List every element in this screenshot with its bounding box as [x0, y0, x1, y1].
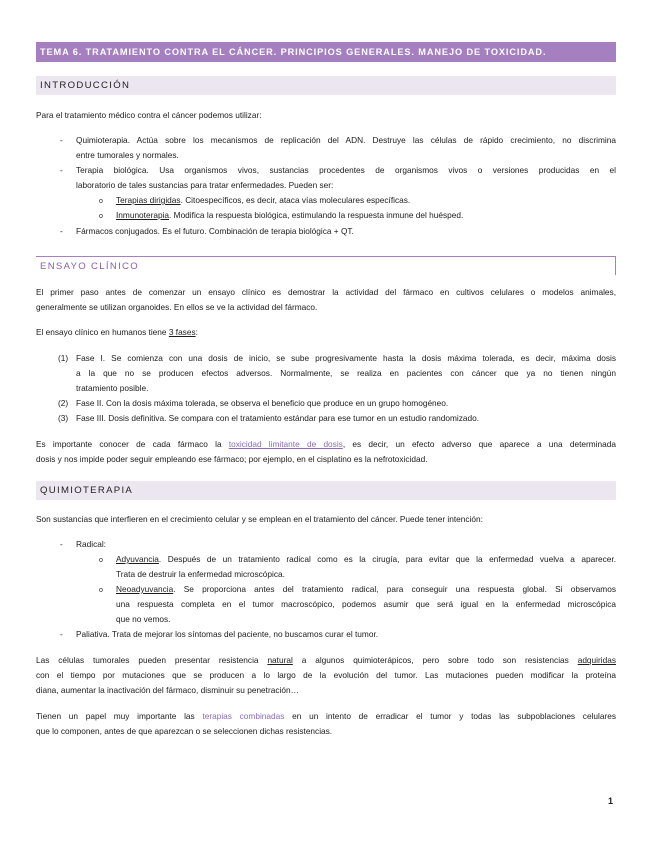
list-number: (3) [58, 413, 69, 423]
bullet-circle: o [99, 198, 103, 205]
toxicidad-line2: dosis y nos impide poder seguir empleando ese fármaco; por ejemplo, en el cisplatino es la nefrotoxicidad. [36, 454, 428, 464]
section-heading-introduccion: INTRODUCCIÓN [36, 76, 616, 95]
term-3-fases: 3 fases [168, 327, 196, 337]
bullet-dash: - [60, 629, 63, 639]
fases-post: : [195, 327, 198, 337]
section-heading-quimioterapia: QUIMIOTERAPIA [36, 481, 616, 500]
term-neoadyuvancia: Neoadyuvancia [116, 584, 174, 594]
bullet-circle: o [99, 557, 103, 564]
resistencia-line2: con el tiempo por mutaciones que se producen a lo largo de la evolución del tumor. Las mutaciones pueden modificar la proteína [36, 670, 616, 680]
page-number: 1 [608, 796, 614, 806]
ensayo-fases-intro [36, 325, 616, 341]
comb-pre: Tienen un papel muy importante las [36, 711, 203, 721]
intro-inmuno-text: . Modifica la respuesta biológica, estimulando la respuesta inmune del huésped. [169, 210, 464, 220]
term-terapias-dirigidas: Terapias dirigidas [116, 195, 181, 205]
neoadyuvancia-line3: que no vemos. [116, 614, 171, 624]
adyu-text: . Después de un tratamiento radical como es la cirugía, para evitar que la enfermedad vuelva a aparecer. [158, 554, 616, 564]
fase2: Fase II. Con la dosis máxima tolerada, se observa el beneficio que produce en un grupo homogéneo. [76, 398, 449, 408]
ensayo-p1-line2: generalmente se utilizan organoides. En ellos se ve la actividad del fármaco. [36, 302, 318, 312]
term-terapias-combinadas: terapias combinadas [202, 711, 285, 721]
adyuvancia-line2: Trata de destruir la enfermedad microscópica. [116, 569, 285, 579]
intro-bio-line1: Terapia biológica. Usa organismos vivos, sustancias procedentes de organismos vivos o versiones producidas en el [76, 165, 616, 175]
intro-conjugados: Fármacos conjugados. Es el futuro. Combinación de terapia biológica + QT. [76, 226, 354, 236]
list-number: (2) [58, 398, 69, 408]
quimio-lead: Son sustancias que interfieren en el crecimiento celular y se emplean en el tratamiento del cáncer. Puede tener intención: [36, 514, 483, 524]
neoadyuvancia-line2: una respuesta completa en el tumor macroscópico, podemos asumir que será igual en la enfermedad microscópica [116, 599, 616, 609]
bullet-dash: - [60, 226, 63, 236]
toxicidad-line1 [36, 437, 616, 453]
fase1-line2: a la que no se producen efectos adversos. Normalmente, se realiza en pacientes con cáncer que ya no tienen ningún [76, 368, 616, 378]
tox-pre: Es importante conocer de cada fármaco la [36, 439, 229, 449]
resistencia-line1 [36, 653, 616, 669]
term-toxicidad-limitante: toxicidad limitante de dosis [228, 439, 343, 449]
intro-dirigidas [116, 193, 616, 209]
bullet-dash: - [60, 539, 63, 549]
comb-post: en un intento de erradicar el tumor y todas las subpoblaciones celulares [284, 711, 617, 721]
neo-text: . Se proporciona antes del tratamiento radical, para conseguir una respuesta global. Si observamos [173, 584, 616, 594]
section-heading-ensayo-clinico: ENSAYO CLÍNICO [36, 256, 616, 275]
resistencia-line3: diana, aumentar la inactivación del fármaco, disminuir su penetración… [36, 685, 299, 695]
fases-pre: El ensayo clínico en humanos tiene [36, 327, 169, 337]
neoadyuvancia-line1 [116, 582, 616, 598]
bullet-dash: - [60, 135, 63, 145]
combinadas-line1 [36, 709, 616, 725]
list-number: (1) [58, 353, 69, 363]
bullet-circle: o [99, 213, 103, 220]
ensayo-p1-line1: El primer paso antes de comenzar un ensayo clínico es demostrar la actividad del fármaco en cultivos celulares o modelos animales, [36, 287, 616, 297]
fase3: Fase III. Dosis definitiva. Se compara con el tratamiento estándar para ese tumor en un estudio randomizado. [76, 413, 480, 423]
intro-dirigidas-text: . Citoespecíficos, es decir, ataca vías moleculares específicas. [180, 195, 411, 205]
intro-quimio-line1: Quimioterapia. Actúa sobre los mecanismos de replicación del ADN. Destruye las células de rápido crecimiento, no discrimina [76, 135, 616, 145]
fase1-line1: Fase I. Se comienza con una dosis de inicio, se sube progresivamente hasta la dosis máxima tolerada, es decir, máxima dosis [76, 353, 616, 363]
combinadas-line2: que lo componen, antes de que aparezcan o se seleccionen dichas resistencias. [36, 726, 333, 736]
bullet-dash: - [60, 165, 63, 175]
res-mid: a algunos quimioterápicos, pero sobre todo son resistencias [292, 655, 578, 665]
bullet-circle: o [99, 587, 103, 594]
fase1-line3: tratamiento posible. [76, 383, 149, 393]
document-title-banner: TEMA 6. TRATAMIENTO CONTRA EL CÁNCER. PRINCIPIOS GENERALES. MANEJO DE TOXICIDAD. [36, 42, 616, 62]
quimio-paliativa: Paliativa. Trata de mejorar los síntomas del paciente, no buscamos curar el tumor. [76, 629, 379, 639]
intro-inmuno [116, 208, 616, 224]
term-adyuvancia: Adyuvancia [116, 554, 159, 564]
intro-lead: Para el tratamiento médico contra el cáncer podemos utilizar: [36, 110, 262, 120]
term-adquiridas: adquiridas [577, 655, 616, 665]
quimio-radical: Radical: [76, 539, 106, 549]
res-pre: Las células tumorales pueden presentar resistencia [36, 655, 268, 665]
intro-quimio-line2: entre tumorales y normales. [76, 150, 179, 160]
adyuvancia-line1 [116, 552, 616, 568]
intro-bio-line2: laboratorio de tales sustancias para tratar enfermedades. Pueden ser: [76, 180, 334, 190]
term-natural: natural [267, 655, 293, 665]
tox-post: , es decir, un efecto adverso que aparece a una determinada [342, 439, 616, 449]
term-inmunoterapia: Inmunoterapia [116, 210, 170, 220]
